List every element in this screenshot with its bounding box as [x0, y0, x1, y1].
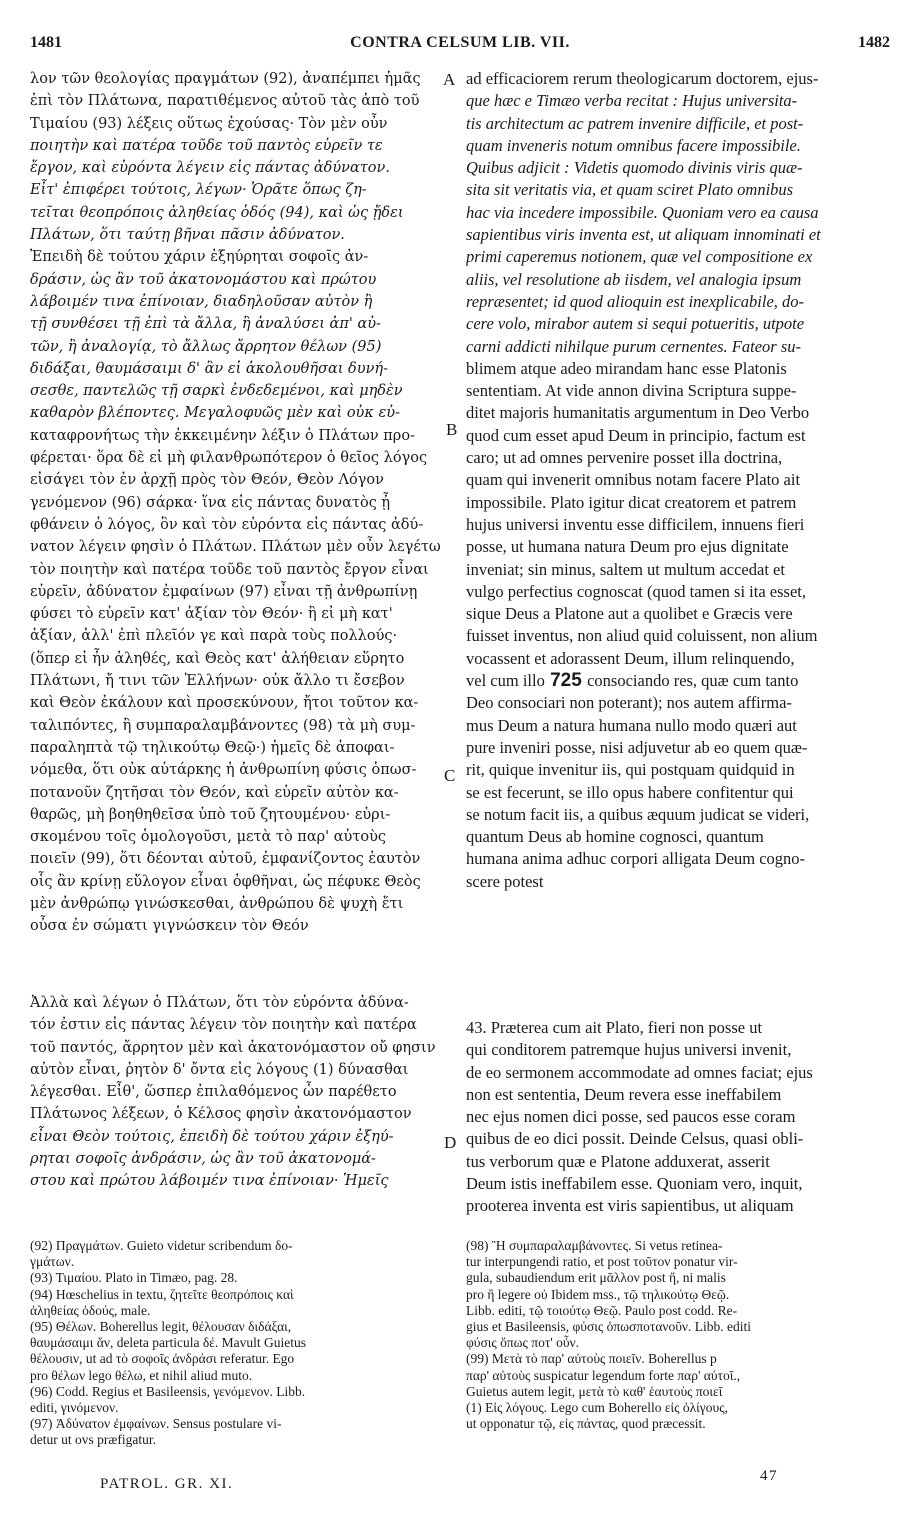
latin-column-paragraph-2 — [466, 1017, 894, 1218]
greek-text-line: ταλιπόντες, ἢ συμπαραλαμβάνοντες (98) τὰ μὴ συμ- — [30, 717, 416, 734]
latin-text-line: posse, ut humana natura Deum pro ejus dignitate — [466, 537, 789, 557]
footnote-line: θέλουσιν, ut ad τὸ σοφοῖς ἀνδράσι referatur. Ego — [30, 1351, 295, 1367]
greek-text-line: Τιμαίου (93) λέξεις οὕτως ἐχούσας· Τὸν μὲν οὖν — [30, 115, 388, 132]
latin-text-line: vel cum illo 725 consociando res, quæ cum tanto — [466, 670, 799, 692]
greek-text-line: θαρῶς, μὴ βοηθηθεῖσα ὑπὸ τοῦ ζητουμένου· εὑρι- — [30, 806, 391, 823]
signature-left: PATROL. GR. XI. — [100, 1476, 234, 1492]
greek-text-line: ἐπὶ τὸν Πλάτωνα, παρατιθέμενος αὐτοῦ τὰς ἀπὸ τοῦ — [30, 93, 420, 110]
greek-text-line: εἶναι Θεὸν τούτοις, ἐπειδὴ δὲ τούτου χάριν ἐξηύ- — [30, 1128, 394, 1145]
greek-text-line: οἷς ἂν κρίνῃ εὔλογον εἶναι ὀφθῆναι, ὡς πέφυκε Θεὸς — [30, 873, 421, 890]
footnote-line: editi, γινόμενον. — [30, 1400, 119, 1416]
greek-column — [30, 68, 460, 938]
footnote-line: (1) Εἰς λόγους. Lego cum Boherello εἰς ὀλίγους, — [466, 1400, 728, 1416]
greek-text-line: Εἶτ' ἐπιφέρει τούτοις, λέγων· Ὁρᾶτε ὅπως ζη- — [30, 182, 367, 199]
section-marker-d: D — [444, 1133, 457, 1152]
latin-text-line: impossibile. Plato igitur dicat creatorem et patrem — [466, 492, 797, 512]
greek-text-line: τῶν, ἢ ἀναλογίᾳ, τὸ ἄλλως ἄρρητον θέλων (95) — [30, 338, 382, 355]
latin-text-line: sique Deus a Platone aut a quolibet e Græcis vere — [466, 604, 793, 624]
greek-text-line: αὐτὸν εἶναι, ῥητὸν δ' ὄντα εἰς λόγους (1) δύνασθαι — [30, 1061, 409, 1078]
latin-text-line: ditet majoris humanitatis argumentum in Deo Verbo — [466, 403, 810, 423]
latin-text-line: de eo sermonem accommodate ad omnes faciat; ejus — [466, 1062, 813, 1082]
greek-text-line: εἰσάγει τὸν ἐν ἀρχῇ πρὸς τὸν Θεόν, Θεὸν Λόγον — [30, 472, 384, 489]
latin-text-line: qui conditorem patremque hujus universi invenit, — [466, 1040, 792, 1060]
footnote-line: φύσις ὅπως ποτ' οὖν. — [466, 1335, 579, 1351]
latin-text-line: tis architectum ac patrem invenire difficile, et post- — [466, 113, 804, 133]
footnote-line: tur interpungendi ratio, et post τοῦτον ponatur vir- — [466, 1254, 738, 1270]
latin-text-line: vulgo perfectius cognoscat (quod tamen si ita esset, — [466, 581, 806, 601]
footnote-line: gius et Basileensis, φύσις ὁπωσποτανοῦν. Libb. editi — [466, 1319, 752, 1335]
footnote-line: θαυμάσαιμι ἄν, deleta particula δέ. Mavult Guietus — [30, 1335, 307, 1351]
latin-text-line: quantum Deus ab homine cognosci, quantum — [466, 827, 764, 847]
page-number-right: 1482 — [858, 34, 890, 51]
footnote-line: παρ' αὐτοὺς suspicatur legendum forte παρ' αὐτοῖ., — [466, 1367, 741, 1383]
greek-text-line: ἀξίαν, ἀλλ' ἐπὶ πλεῖόν γε καὶ παρὰ τοὺς πολλούς· — [30, 628, 398, 645]
latin-text-line: pure inveniri posse, nisi adjuvetur ab eo quem quæ- — [466, 737, 808, 757]
greek-text-line: εὑρεῖν, ἀδύνατον ἐμφαίνων (97) εἶναι τῇ ἀνθρωπίνῃ — [30, 583, 418, 600]
footnote-line: (92) Πραγμάτων. Guieto videtur scribendum δο- — [30, 1238, 293, 1253]
latin-text-line: vocassent et adorassent Deum, illum relinquendo, — [466, 648, 795, 668]
greek-text-line: καθαρὸν βλέποντες. Μεγαλοφυῶς μὲν καὶ οὐκ εὐ- — [30, 405, 400, 422]
greek-text-line: σεσθε, παντελῶς τῇ σαρκὶ ἐνδεδεμένοι, καὶ μηδὲν — [30, 383, 403, 400]
greek-text-line: παραληπτὰ τῷ τηλικούτῳ Θεῷ·) ἡμεῖς δὲ ἀποφαι- — [30, 739, 395, 756]
footnote-line: γμάτων. — [30, 1254, 75, 1270]
latin-text-line: Deum istis ineffabilem esse. Quoniam vero, inquit, — [466, 1174, 803, 1194]
greek-text-line: Ἀλλὰ καὶ λέγων ὁ Πλάτων, ὅτι τὸν εὑρόντα ἀδύνα- — [30, 995, 409, 1011]
greek-text-line: τὸν ποιητὴν καὶ πατέρα τοῦδε τοῦ παντὸς ἔργον εἶναι — [30, 561, 429, 578]
footnote-line: ἀληθείας ὁδούς, male. — [30, 1302, 151, 1318]
footnote-line: pro θέλων lego θέλω, et nihil aliud muto. — [30, 1367, 253, 1383]
footnote-line: (97) Ἀδύνατον ἐμφαίνων. Sensus postulare vi- — [30, 1416, 282, 1432]
latin-text-line: se est fecerunt, se illo opus habere confitentur qui — [466, 782, 794, 802]
footnote-line: (94) Hœschelius in textu, ζητεῖτε θεοπρόποις καὶ — [30, 1286, 294, 1302]
latin-text-line: quam inveneris notum omnibus facere impossibile. — [466, 135, 801, 155]
footnote-line: Libb. editi, τῷ τοιούτῳ Θεῷ. Paulo post codd. Re- — [466, 1302, 738, 1318]
latin-text-line: nec ejus nomen dici posse, sed paucos esse coram — [466, 1107, 796, 1127]
page-number-left: 1481 — [30, 34, 62, 51]
greek-text-line: νατον λέγειν φησὶν ὁ Πλάτων. Πλάτων μὲν οὖν λεγέτω — [30, 539, 441, 556]
latin-text-line: caro; ut ad omnes pervenire posset illa doctrina, — [466, 448, 783, 468]
greek-text-line: ρηται σοφοῖς ἀνδράσιν, ὡς ἂν τοῦ ἀκατονομά- — [30, 1151, 376, 1168]
greek-text-line: καταφρονήτως τὴν ἐκκειμένην λέξιν ὁ Πλάτων προ- — [30, 427, 415, 444]
latin-text-line: mus Deum a natura humana nullo modo quæri aut — [466, 715, 797, 735]
footnote-line: (99) Μετὰ τὸ παρ' αὐτοὺς ποιεῖν. Boherellus p — [466, 1351, 717, 1367]
greek-text-line: ποτανοῦν ζητῆσαι τὸν Θεόν, καὶ εὑρεῖν αὐτὸν κα- — [30, 784, 399, 801]
latin-text-line: tus verborum quæ e Platone adduxerat, asserit — [466, 1151, 770, 1171]
footnote-line: gula, subaudiendum erit μᾶλλον post ἤ, ni malis — [466, 1270, 726, 1286]
greek-text-line: (ὅπερ εἰ ἦν ἀληθές, καὶ Θεὸς κατ' ἀλήθειαν εὕρητο — [30, 650, 405, 667]
latin-text-line: aliis, vel resolutione ab iisdem, vel analogia ipsum — [466, 269, 802, 289]
signature-right: 47 — [760, 1468, 778, 1484]
latin-text-line: se notum facit iis, a quibus æquum judicat se videri, — [466, 804, 810, 824]
greek-text-line: Ἐπειδὴ δὲ τούτου χάριν ἐξηύρηται σοφοῖς ἀν- — [30, 249, 369, 266]
latin-text-line: hac via incedere impossibile. Quoniam vero ea causa — [466, 202, 819, 222]
latin-text-line: non est sententia, Deum revera esse ineffabilem — [466, 1084, 782, 1104]
latin-text-line: quod cum esset apud Deum in principio, factum est — [466, 425, 806, 445]
latin-text-line: 43. Præterea cum ait Plato, fieri non posse ut — [466, 1018, 763, 1037]
latin-text-line: prooterea inventa est viris sapientibus, ut aliquam — [466, 1196, 794, 1216]
footnotes-right — [466, 1238, 894, 1432]
section-marker-b: B — [446, 420, 458, 439]
greek-text-line: ποιητὴν καὶ πατέρα τοῦδε τοῦ παντὸς εὑρεῖν τε — [30, 137, 383, 154]
greek-text-line: λάβοιμέν τινα ἐπίνοιαν, διαδηλοῦσαν αὐτὸν ἢ — [30, 293, 373, 310]
latin-text-line: sententiam. At vide annon divina Scriptura suppe- — [466, 381, 797, 401]
latin-text-line: repræsentet; id quod alioquin est inexplicabile, do- — [466, 291, 805, 311]
greek-text-line: τοῦ παντός, ἄρρητον μὲν καὶ ἀκατονόμαστον οὔ φησιν — [30, 1039, 436, 1056]
latin-text-line: que hæc e Timæo verba recitat : Hujus universita- — [466, 91, 798, 111]
footnote-line: (96) Codd. Regius et Basileensis, γενόμενον. Libb. — [30, 1383, 306, 1399]
latin-text-line: ad efficaciorem rerum theologicarum doctorem, ejus- — [466, 69, 819, 88]
greek-text-line: στου καὶ πρώτου λάβοιμέν τινα ἐπίνοιαν· Ἡμεῖς — [30, 1173, 389, 1190]
greek-text-line: Πλάτωνος λέξεων, ὁ Κέλσος φησὶν ἀκατονόμαστον — [30, 1106, 412, 1123]
greek-text-line: σκομένου τοῖς ὁμολογοῦσι, μετὰ τὸ παρ' αὐτοὺς — [30, 829, 387, 846]
footnote-line: (98) Ἢ συμπαραλαμβάνοντες. Si vetus retinea- — [466, 1238, 723, 1253]
greek-text-line: Πλάτωνι, ἤ τινι τῶν Ἑλλήνων· οὐκ ἄλλο τι ἔσεβον — [30, 673, 405, 690]
latin-text-line: inveniat; sin minus, saltem ut multum accedat et — [466, 559, 785, 579]
greek-text-line: ποιεῖν (99), ὅτι δέονται αὐτοῦ, ἐμφανίζοντος ἑαυτὸν — [30, 851, 421, 868]
greek-text-line: διδάξαι, θαυμάσαιμι δ' ἂν εἰ ἀκολουθῆσαι δυνή- — [30, 360, 388, 377]
latin-text-line: blimem atque adeo mirandam hanc esse Platonis — [466, 358, 787, 378]
latin-text-line: Deo consociari non poterant); nos autem affirma- — [466, 693, 792, 713]
greek-text-line: ἔργον, καὶ εὑρόντα λέγειν εἰς πάντας ἀδύνατον. — [30, 160, 390, 177]
greek-text-line: καὶ Θεὸν ἐκάλουν καὶ προσεκύνουν, ἤτοι τοῦτον κα- — [30, 695, 419, 712]
section-marker-c: C — [444, 766, 456, 785]
footnote-line: pro ἢ legere οὐ Ibidem mss., τῷ τηλικούτῳ Θεῷ. — [466, 1286, 730, 1302]
footnote-line: (93) Τιμαίου. Plato in Timæo, pag. 28. — [30, 1270, 238, 1286]
greek-text-line: γενόμενον (96) σάρκα· ἵνα εἰς πάντας δυνατὸς ᾖ — [30, 494, 391, 511]
greek-text-line: μὲν ἀνθρώπῳ γινώσκεσθαι, ἀνθρώπου δὲ ψυχὴ ἔτι — [30, 895, 404, 912]
latin-text-line: rit, quique invenitur iis, qui postquam quidquid in — [466, 760, 795, 780]
latin-text-line: hujus universi inventu esse difficilem, innuens fieri — [466, 514, 805, 534]
latin-text-line: cere volo, mirabor autem si sequi potueritis, utpote — [466, 314, 805, 334]
greek-text-line: Πλάτων, ὅτι ταύτῃ βῆναι πᾶσιν ἀδύνατον. — [30, 227, 345, 244]
footnote-line: Guietus autem legit, μετὰ τὸ καθ' ἑαυτοὺς ποιεῖ — [466, 1383, 723, 1399]
latin-text-line: scere potest — [466, 871, 544, 891]
greek-text-line: τόν ἐστιν εἰς πάντας λέγειν τὸν ποιητὴν καὶ πατέρα — [30, 1017, 417, 1034]
greek-text-line: νόμεθα, ὅτι οὐκ αὐτάρκης ἡ ἀνθρωπίνη φύσις ὁπωσ- — [30, 762, 417, 779]
greek-text-line: τῇ συνθέσει τῇ ἐπὶ τὰ ἄλλα, ἢ ἀναλύσει ἀπ' αὐ- — [30, 316, 381, 333]
page-header — [30, 34, 890, 58]
greek-column-paragraph-2 — [30, 992, 460, 1193]
latin-text-line: quibus de eo dici possit. Deinde Celsus, quasi obli- — [466, 1129, 804, 1149]
latin-column — [466, 68, 894, 893]
greek-text-line: φύσει τὸ εὑρεῖν κατ' ἀξίαν τὸν Θεόν· ἢ εἰ μὴ κατ' — [30, 606, 393, 623]
latin-text-line: sita sit veritatis via, et quam sciret Plato omnibus — [466, 180, 794, 200]
footnote-line: ut opponatur τῷ, εἰς πάντας, quod præcessit. — [466, 1416, 706, 1432]
greek-text-line: οὖσα ἐν σώματι γιγνώσκειν τὸν Θεόν — [30, 918, 309, 935]
latin-text-line: quam qui invenerit omnibus notam facere Plato ait — [466, 470, 801, 490]
latin-text-line: fuisset inventus, non aliud quid coluissent, non alium — [466, 626, 818, 646]
latin-text-line: humana anima adhuc corpori alligata Deum cogno- — [466, 849, 806, 869]
section-marker-a: A — [443, 70, 456, 89]
greek-text-line: φθάνειν ὁ λόγος, ὃν καὶ τὸν εὑρόντα εἰς πάντας ἀδύ- — [30, 516, 424, 533]
running-title: CONTRA CELSUM LIB. VII. — [350, 34, 570, 51]
greek-text-line: λον τῶν θεολογίας πραγμάτων (92), ἀναπέμπει ἡμᾶς — [30, 71, 421, 87]
latin-text-line: primi caperemus notionem, quæ vel compositione ex — [466, 247, 813, 267]
greek-text-line: λέγεσθαι. Εἶθ', ὥσπερ ἐπιλαθόμενος ὧν παρέθετο — [30, 1084, 397, 1101]
latin-text-line: Quibus adjicit : Videtis quomodo divinis viris quæ- — [466, 158, 803, 178]
column-number-725: 725 — [544, 670, 588, 692]
footnotes-left — [30, 1238, 455, 1449]
latin-text-line: carni addicti nihilque purum cernentes. Fateor su- — [466, 336, 801, 356]
greek-text-line: δράσιν, ὡς ἂν τοῦ ἀκατονομάστου καὶ πρώτου — [30, 271, 377, 288]
greek-text-line: τεῖται θεοπρόποις ἀληθείας ὁδός (94), καὶ ὡς ᾔδει — [30, 204, 404, 221]
greek-text-line: φέρεται· ὅρα δὲ εἰ μὴ φιλανθρωπότερον ὁ θεῖος λόγος — [30, 450, 428, 467]
footnote-line: (95) Θέλων. Boherellus legit, θέλουσαν διδάξαι, — [30, 1319, 292, 1335]
footnote-line: detur ut ovs præfigatur. — [30, 1432, 156, 1448]
latin-text-line: sapientibus viris inventa est, ut aliquam innominati et — [466, 225, 821, 245]
